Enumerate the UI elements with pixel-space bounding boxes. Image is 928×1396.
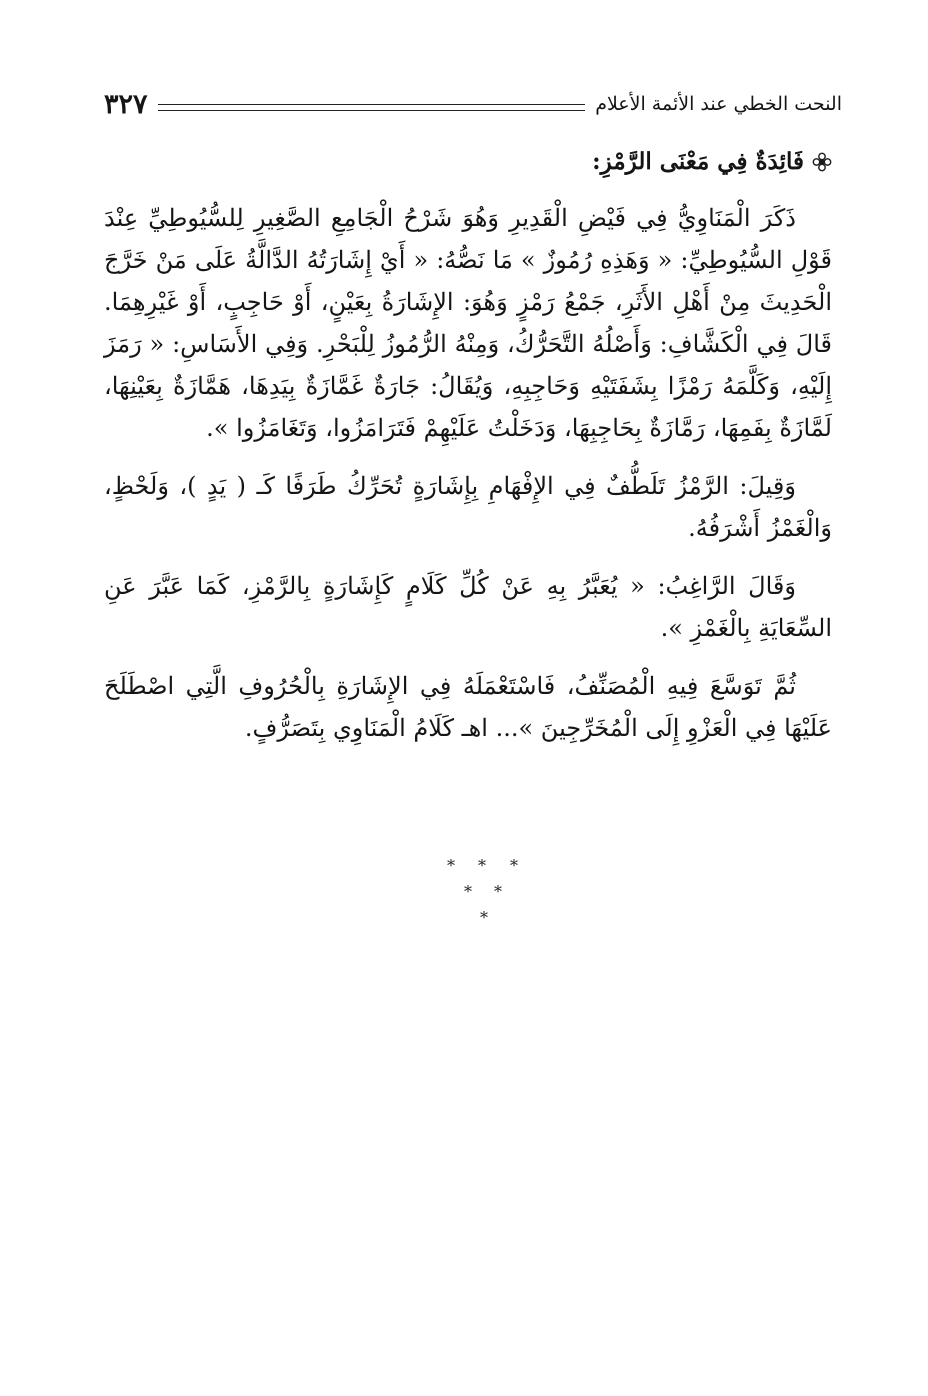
running-title: النحت الخطي عند الأئمة الأعلام	[595, 93, 842, 115]
paragraph-2: وَقِيلَ: الرَّمْزُ تَلَطُّفٌ فِي الإِفْهَامِ بِإِشَارَةٍ تُحَرِّكُ طَرَفًا كَـ ( يَدٍ )، وَلَحْظٍ، وَالْغَمْزُ أَشْرَفُهُ.	[104, 472, 832, 542]
page-body	[104, 148, 832, 765]
separator-star: *	[478, 856, 486, 875]
paragraph-4: ثُمَّ تَوَسَّعَ فِيهِ الْمُصَنِّفُ، فَاسْتَعْمَلَهُ فِي الإِشَارَةِ بِالْحُرُوفِ الَّتِي اصْطَلَحَ عَلَيْهَا فِي الْعَزْوِ إِلَى الْمُخَرِّجِينَ »... اهـ كَلَامُ الْمَنَاوِي بِتَصَرُّفٍ.	[104, 672, 832, 742]
running-header	[104, 86, 842, 122]
section-heading	[104, 148, 832, 175]
header-double-rule	[158, 104, 586, 111]
separator-star: *	[447, 856, 455, 875]
separator-star: *	[480, 908, 488, 927]
page-number: ٣٢٧	[104, 88, 148, 120]
separator-star: *	[464, 882, 472, 901]
paragraph-3: وَقَالَ الرَّاغِبُ: « يُعَبَّرُ بِهِ عَنْ كُلِّ كَلَامٍ كَإِشَارَةٍ بِالرَّمْزِ، كَمَا عَبَّرَ عَنِ السِّعَايَةِ بِالْغَمْزِ ».	[104, 572, 832, 642]
section-separator	[400, 854, 580, 934]
paragraph-1: ذَكَرَ الْمَنَاوِيُّ فِي فَيْضِ الْقَدِيرِ وَهُوَ شَرْحُ الْجَامِعِ الصَّغِيرِ لِلسُّيُوطِيِّ عِنْدَ قَوْلِ السُّيُوطِيِّ: « وَهَذِهِ رُمُوزٌ » مَا نَصُّهُ: « أَيْ إِشَارَتُهُ الدَّالَّةُ عَلَى مَنْ خَرَّجَ الْحَدِيثَ مِنْ أَهْلِ الأَثَرِ، جَمْعُ رَمْزٍ وَهُوَ: الإِشَارَةُ بِعَيْنٍ، أَوْ حَاجِبٍ، أَوْ غَيْرِهِمَا. قَالَ فِي الْكَشَّافِ: وَأَصْلُهُ التَّحَرُّكُ، وَمِنْهُ الرُّمُوزُ لِلْبَحْرِ. وَفِي الأَسَاسِ: « رَمَزَ إِلَيْهِ، وَكَلَّمَهُ رَمْزًا بِشَفَتَيْهِ وَحَاجِبِهِ، وَيُقَالُ: جَارَةٌ غَمَّازَةٌ بِيَدِهَا، هَمَّازَةٌ بِعَيْنِهَا، لَمَّازَةٌ بِفَمِهَا، رَمَّازَةٌ بِحَاجِبِهَا، وَدَخَلْتُ عَلَيْهِمْ فَتَرَامَزُوا، وَتَغَامَزُوا ».	[104, 204, 832, 442]
heading-text: فَائِدَةٌ فِي مَعْنَى الرَّمْزِ:	[592, 148, 804, 175]
flower-icon	[812, 152, 832, 172]
separator-star: *	[494, 882, 502, 901]
separator-star: *	[510, 856, 518, 875]
